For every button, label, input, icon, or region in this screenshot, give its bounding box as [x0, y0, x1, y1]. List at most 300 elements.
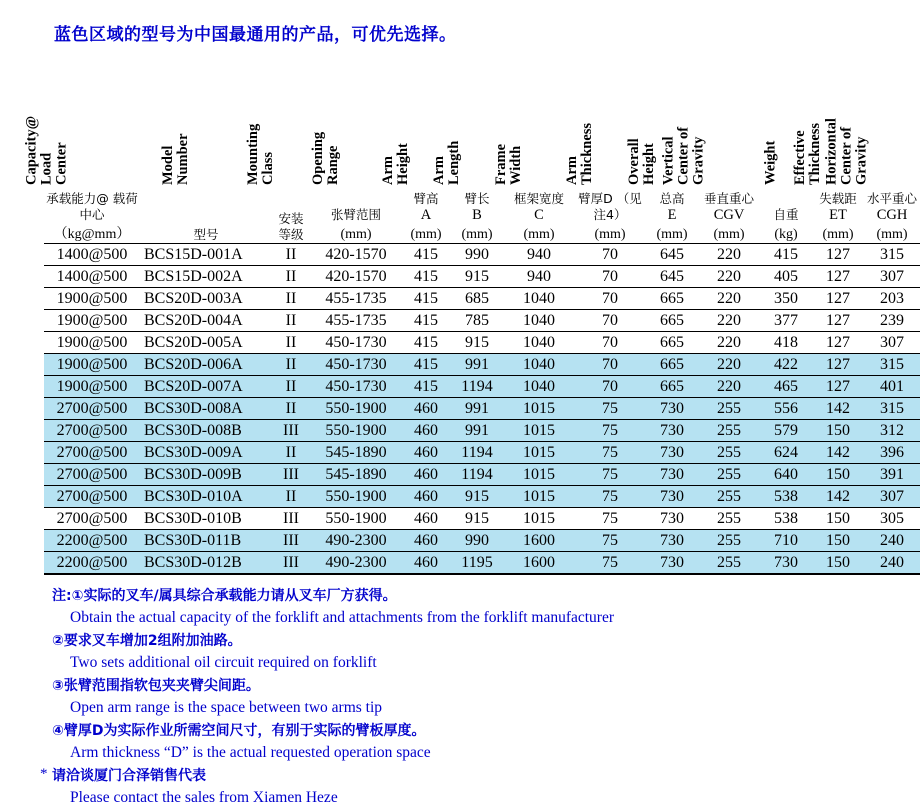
- table-cell: 1040: [504, 332, 574, 354]
- header-line: Opening: [310, 131, 326, 185]
- cell-model-number: BCS30D-009B: [140, 464, 272, 486]
- header-line: Arm: [380, 156, 396, 185]
- table-cell: II: [272, 442, 310, 464]
- table-cell: 70: [574, 332, 646, 354]
- header-line: Number: [175, 133, 191, 185]
- col-subheader-frame-width: [504, 185, 574, 244]
- col-subheader-mounting-class: [272, 185, 310, 244]
- table-cell: 240: [864, 530, 920, 552]
- col-subheader-arm-height: [402, 185, 450, 244]
- subheader-symbol: CGV: [713, 207, 745, 223]
- table-cell: 730: [646, 552, 698, 575]
- subheader-cn2: （见注4）: [593, 191, 642, 222]
- table-cell: 730: [646, 420, 698, 442]
- table-cell: 255: [698, 530, 760, 552]
- page-title: 蓝色区域的型号为中国最通用的产品，可优先选择。: [54, 25, 457, 45]
- cell-model-number: BCS15D-001A: [140, 244, 272, 266]
- table-row: [44, 244, 920, 266]
- header-line: Length: [446, 140, 462, 185]
- table-cell: 991: [450, 354, 504, 376]
- header-line: Weight: [762, 140, 779, 185]
- header-line: Overall: [626, 138, 642, 185]
- table-cell: 239: [864, 310, 920, 332]
- cell-model-number: BCS30D-010A: [140, 486, 272, 508]
- header-line: Gravity: [853, 136, 870, 185]
- table-cell: 665: [646, 332, 698, 354]
- table-cell: 2700@500: [44, 464, 140, 486]
- note-cn: 注:①实际的叉车/属具综合承载能力请从叉车厂方获得。: [52, 588, 397, 604]
- subheader-cn: 张臂范围: [330, 207, 381, 222]
- header-line: Effective: [792, 130, 808, 185]
- table-cell: 460: [402, 552, 450, 575]
- table-cell: II: [272, 310, 310, 332]
- subheader-unit: （kg@mm）: [53, 227, 131, 242]
- note-en: Obtain the actual capacity of the forklift and attachments from the forklift manufacturer: [70, 609, 614, 626]
- table-cell: 415: [402, 310, 450, 332]
- note-item: [52, 675, 894, 719]
- table-cell: 415: [402, 244, 450, 266]
- table-cell: 150: [812, 552, 864, 575]
- table-cell: 415: [402, 354, 450, 376]
- header-line: Width: [508, 145, 524, 185]
- col-subheader-arm-thickness: [574, 185, 646, 244]
- subheader-unit: (mm): [594, 227, 626, 242]
- header-line: Capacity@: [23, 115, 40, 185]
- table-cell: 1194: [450, 442, 504, 464]
- table-cell: 142: [812, 398, 864, 420]
- table-cell: 75: [574, 398, 646, 420]
- table-cell: 730: [646, 508, 698, 530]
- subheader-cn: 框架宽度: [513, 191, 564, 206]
- header-line: Center: [53, 142, 70, 185]
- note-en: Arm thickness “D” is the actual requested operation space: [70, 744, 431, 761]
- header-line: Class: [260, 151, 276, 185]
- table-cell: 2200@500: [44, 530, 140, 552]
- subheader-cn: 总高: [659, 191, 685, 206]
- cell-model-number: BCS20D-003A: [140, 288, 272, 310]
- table-cell: 665: [646, 354, 698, 376]
- table-cell: 915: [450, 486, 504, 508]
- table-row: [44, 464, 920, 486]
- col-subheader-model-number: [140, 185, 272, 244]
- col-header-horizontal-cg: [823, 55, 920, 185]
- table-cell: 142: [812, 486, 864, 508]
- table-row: [44, 376, 920, 398]
- table-cell: 1900@500: [44, 376, 140, 398]
- table-cell: 255: [698, 420, 760, 442]
- table-cell: 940: [504, 266, 574, 288]
- table-cell: 315: [864, 244, 920, 266]
- note-en: Open arm range is the space between two arms tip: [70, 699, 383, 716]
- cell-model-number: BCS30D-011B: [140, 530, 272, 552]
- table-cell: 1194: [450, 376, 504, 398]
- table-cell: 220: [698, 266, 760, 288]
- table-cell: 150: [812, 420, 864, 442]
- subheader-cn: 型号: [193, 227, 219, 242]
- header-line: Height: [641, 143, 657, 185]
- table-cell: 1900@500: [44, 354, 140, 376]
- subheader-unit: (mm): [461, 227, 493, 242]
- table-cell: 991: [450, 398, 504, 420]
- table-cell: 1600: [504, 552, 574, 575]
- note-item: [52, 630, 894, 674]
- table-cell: 415: [402, 332, 450, 354]
- note-item-contact: [40, 765, 894, 809]
- subheader-cn: 臂厚D: [578, 191, 613, 206]
- header-line: Thickness: [807, 122, 823, 185]
- table-cell: 665: [646, 310, 698, 332]
- table-cell: 450-1730: [310, 376, 402, 398]
- cell-model-number: BCS30D-008B: [140, 420, 272, 442]
- table-cell: 990: [450, 530, 504, 552]
- table-cell: 2700@500: [44, 420, 140, 442]
- cell-model-number: BCS30D-010B: [140, 508, 272, 530]
- table-cell: 460: [402, 464, 450, 486]
- cell-model-number: BCS15D-002A: [140, 266, 272, 288]
- table-cell: 455-1735: [310, 288, 402, 310]
- note-item: [52, 585, 894, 629]
- header-line: Mounting: [245, 123, 261, 185]
- table-cell: 203: [864, 288, 920, 310]
- table-cell: 415: [402, 266, 450, 288]
- table-cell: 685: [450, 288, 504, 310]
- table-cell: 255: [698, 552, 760, 575]
- table-row: [44, 288, 920, 310]
- table-cell: 307: [864, 332, 920, 354]
- table-cell: 545-1890: [310, 464, 402, 486]
- subheader-cn: 垂直重心: [703, 191, 754, 206]
- table-cell: 460: [402, 486, 450, 508]
- table-cell: 730: [646, 464, 698, 486]
- table-cell: III: [272, 464, 310, 486]
- table-cell: 255: [698, 442, 760, 464]
- table-cell: 255: [698, 464, 760, 486]
- cell-model-number: BCS20D-007A: [140, 376, 272, 398]
- col-header-vertical-cg: [660, 55, 760, 185]
- table-cell: 415: [402, 288, 450, 310]
- table-cell: 665: [646, 376, 698, 398]
- header-line: Center of: [838, 126, 855, 185]
- note-item: [52, 720, 894, 764]
- header-line: Thickness: [579, 122, 595, 185]
- table-cell: 255: [698, 486, 760, 508]
- table-cell: 1015: [504, 398, 574, 420]
- table-cell: 70: [574, 244, 646, 266]
- subheader-cn2: 等级: [278, 227, 304, 242]
- col-header-mounting-class: [245, 55, 310, 185]
- cell-model-number: BCS30D-012B: [140, 552, 272, 575]
- table-cell: 70: [574, 266, 646, 288]
- table-row: [44, 354, 920, 376]
- table-cell: 150: [812, 530, 864, 552]
- subheader-unit: (mm): [876, 227, 908, 242]
- table-cell: 1040: [504, 354, 574, 376]
- table-cell: 75: [574, 464, 646, 486]
- table-cell: 127: [812, 244, 864, 266]
- table-cell: 255: [698, 508, 760, 530]
- table-cell: 1900@500: [44, 332, 140, 354]
- table-cell: 307: [864, 266, 920, 288]
- subheader-symbol: E: [667, 207, 677, 223]
- col-subheader-opening-range: [310, 185, 402, 244]
- table-cell: 75: [574, 486, 646, 508]
- col-subheader-weight: [760, 185, 812, 244]
- table-cell: 401: [864, 376, 920, 398]
- table-cell: 645: [646, 244, 698, 266]
- table-header: [23, 55, 920, 244]
- table-cell: 150: [812, 464, 864, 486]
- table-cell: 391: [864, 464, 920, 486]
- table-cell: 915: [450, 266, 504, 288]
- table-row: [44, 508, 920, 530]
- table-cell: II: [272, 376, 310, 398]
- header-line: Vertical: [660, 136, 677, 185]
- col-subheader-arm-length: [450, 185, 504, 244]
- subheader-cn: 安装: [278, 211, 304, 226]
- table-cell: 465: [760, 376, 812, 398]
- subheader-symbol: ET: [829, 207, 847, 223]
- subheader-cn: 水平重心: [866, 191, 917, 206]
- header-line: Load: [38, 152, 55, 185]
- note-en: Two sets additional oil circuit required on forklift: [70, 654, 377, 671]
- cell-model-number: BCS30D-008A: [140, 398, 272, 420]
- table-cell: II: [272, 354, 310, 376]
- header-row-english: [44, 55, 920, 185]
- subheader-unit: (kg): [774, 227, 798, 242]
- cell-model-number: BCS30D-009A: [140, 442, 272, 464]
- table-cell: 315: [864, 354, 920, 376]
- table-cell: 450-1730: [310, 354, 402, 376]
- table-cell: 1900@500: [44, 310, 140, 332]
- table-cell: 220: [698, 354, 760, 376]
- table-row: [44, 442, 920, 464]
- table-row: [44, 420, 920, 442]
- table-cell: 1015: [504, 486, 574, 508]
- subheader-cn: 失载距: [819, 191, 857, 206]
- table-cell: 127: [812, 288, 864, 310]
- header-line: Gravity: [690, 136, 707, 185]
- table-cell: II: [272, 266, 310, 288]
- table-cell: 1400@500: [44, 244, 140, 266]
- table-cell: 396: [864, 442, 920, 464]
- table-cell: 2700@500: [44, 398, 140, 420]
- table-cell: 2700@500: [44, 508, 140, 530]
- table-cell: 220: [698, 244, 760, 266]
- table-cell: 624: [760, 442, 812, 464]
- table-row: [44, 486, 920, 508]
- table-row: [44, 530, 920, 552]
- table-cell: III: [272, 530, 310, 552]
- table-cell: 990: [450, 244, 504, 266]
- table-cell: II: [272, 288, 310, 310]
- table-cell: 490-2300: [310, 530, 402, 552]
- table-cell: 2700@500: [44, 442, 140, 464]
- col-header-capacity: [23, 55, 140, 185]
- table-row: [44, 332, 920, 354]
- table-cell: 490-2300: [310, 552, 402, 575]
- header-line: Frame: [493, 143, 509, 185]
- subheader-cn: 臂高: [413, 191, 439, 206]
- table-cell: 70: [574, 288, 646, 310]
- table-cell: 579: [760, 420, 812, 442]
- table-cell: III: [272, 552, 310, 575]
- table-cell: 2200@500: [44, 552, 140, 575]
- table-cell: 730: [646, 530, 698, 552]
- subheader-cn: 臂长: [464, 191, 490, 206]
- table-cell: 645: [646, 266, 698, 288]
- table-cell: 710: [760, 530, 812, 552]
- table-cell: 1040: [504, 376, 574, 398]
- table-body: [44, 244, 920, 575]
- table-cell: 150: [812, 508, 864, 530]
- table-cell: 75: [574, 552, 646, 575]
- note-en: Please contact the sales from Xiamen Heze: [70, 789, 338, 806]
- table-cell: 350: [760, 288, 812, 310]
- table-cell: 420-1570: [310, 244, 402, 266]
- note-cn: ④臂厚D为实际作业所需空间尺寸，有别于实际的臂板厚度。: [52, 723, 426, 739]
- subheader-symbol: CGH: [876, 207, 908, 223]
- table-cell: 460: [402, 420, 450, 442]
- table-cell: 940: [504, 244, 574, 266]
- header-line: Arm: [564, 156, 580, 185]
- table-cell: 1015: [504, 420, 574, 442]
- subheader-unit: (mm): [822, 227, 854, 242]
- table-cell: 127: [812, 354, 864, 376]
- note-cn: ③张臂范围指软包夹夹臂尖间距。: [52, 678, 260, 694]
- table-cell: 420-1570: [310, 266, 402, 288]
- table-row: [44, 266, 920, 288]
- table-cell: 70: [574, 354, 646, 376]
- subheader-cn: 承载能力@: [46, 191, 109, 206]
- subheader-unit: (mm): [410, 227, 442, 242]
- table-cell: 1015: [504, 464, 574, 486]
- table-cell: 75: [574, 420, 646, 442]
- header-line: Height: [395, 143, 411, 185]
- table-cell: 460: [402, 508, 450, 530]
- table-cell: 550-1900: [310, 398, 402, 420]
- table-cell: 70: [574, 376, 646, 398]
- table-cell: 1195: [450, 552, 504, 575]
- header-line: Range: [325, 145, 341, 185]
- table-cell: 70: [574, 310, 646, 332]
- table-cell: 1600: [504, 530, 574, 552]
- table-cell: 127: [812, 376, 864, 398]
- table-cell: 1194: [450, 464, 504, 486]
- table-cell: 305: [864, 508, 920, 530]
- table-cell: 785: [450, 310, 504, 332]
- table-cell: 1040: [504, 310, 574, 332]
- note-cn: 请洽谈厦门合泽销售代表: [52, 768, 206, 784]
- table-cell: 730: [760, 552, 812, 575]
- col-subheader-vertical-cg: [698, 185, 760, 244]
- table-cell: 450-1730: [310, 332, 402, 354]
- subheader-cn2: 载荷中心: [79, 191, 138, 222]
- col-subheader-capacity: [44, 185, 140, 244]
- subheader-symbol: B: [472, 207, 482, 223]
- table-cell: 915: [450, 332, 504, 354]
- table-cell: III: [272, 420, 310, 442]
- table-cell: III: [272, 508, 310, 530]
- table-cell: 538: [760, 508, 812, 530]
- cell-model-number: BCS20D-005A: [140, 332, 272, 354]
- table-cell: 415: [402, 376, 450, 398]
- table-cell: 730: [646, 442, 698, 464]
- table-cell: 455-1735: [310, 310, 402, 332]
- table-cell: 220: [698, 376, 760, 398]
- table-cell: 142: [812, 442, 864, 464]
- col-subheader-overall-height: [646, 185, 698, 244]
- table-cell: II: [272, 398, 310, 420]
- table-cell: 307: [864, 486, 920, 508]
- subheader-symbol: C: [534, 207, 544, 223]
- specification-table: [23, 55, 920, 575]
- subheader-unit: (mm): [340, 227, 372, 242]
- table-cell: 1015: [504, 508, 574, 530]
- table-cell: 550-1900: [310, 486, 402, 508]
- table-cell: 1900@500: [44, 288, 140, 310]
- table-cell: 75: [574, 530, 646, 552]
- table-cell: 220: [698, 288, 760, 310]
- table-cell: 418: [760, 332, 812, 354]
- table-cell: 550-1900: [310, 420, 402, 442]
- table-cell: 1400@500: [44, 266, 140, 288]
- table-cell: 377: [760, 310, 812, 332]
- table-cell: 665: [646, 288, 698, 310]
- table-cell: II: [272, 244, 310, 266]
- table-cell: 220: [698, 310, 760, 332]
- table-cell: 405: [760, 266, 812, 288]
- table-cell: II: [272, 332, 310, 354]
- subheader-symbol: A: [420, 207, 432, 223]
- table-cell: 640: [760, 464, 812, 486]
- subheader-unit: (mm): [713, 227, 745, 242]
- table-cell: 915: [450, 508, 504, 530]
- table-cell: 991: [450, 420, 504, 442]
- cell-model-number: BCS20D-006A: [140, 354, 272, 376]
- table-cell: 75: [574, 442, 646, 464]
- table-cell: 730: [646, 486, 698, 508]
- header-line: Center of: [675, 126, 692, 185]
- table-cell: 730: [646, 398, 698, 420]
- table-row: [44, 310, 920, 332]
- table-cell: 415: [760, 244, 812, 266]
- header-row-chinese: [44, 185, 920, 244]
- table-cell: 460: [402, 530, 450, 552]
- table-cell: 315: [864, 398, 920, 420]
- table-cell: 312: [864, 420, 920, 442]
- table-row: [44, 398, 920, 420]
- table-cell: 556: [760, 398, 812, 420]
- table-cell: 550-1900: [310, 508, 402, 530]
- table-cell: 127: [812, 310, 864, 332]
- header-line: Arm: [431, 156, 447, 185]
- subheader-unit: (mm): [656, 227, 688, 242]
- table-cell: 1015: [504, 442, 574, 464]
- table-cell: 255: [698, 398, 760, 420]
- table-cell: 220: [698, 332, 760, 354]
- table-row: [44, 552, 920, 575]
- table-cell: II: [272, 486, 310, 508]
- table-cell: 460: [402, 442, 450, 464]
- table-cell: 538: [760, 486, 812, 508]
- table-cell: 127: [812, 332, 864, 354]
- table-cell: 240: [864, 552, 920, 575]
- header-line: Model: [160, 145, 176, 185]
- header-line: Horizontal: [823, 118, 840, 185]
- table-cell: 545-1890: [310, 442, 402, 464]
- table-cell: 2700@500: [44, 486, 140, 508]
- col-subheader-effective-thickness: [812, 185, 864, 244]
